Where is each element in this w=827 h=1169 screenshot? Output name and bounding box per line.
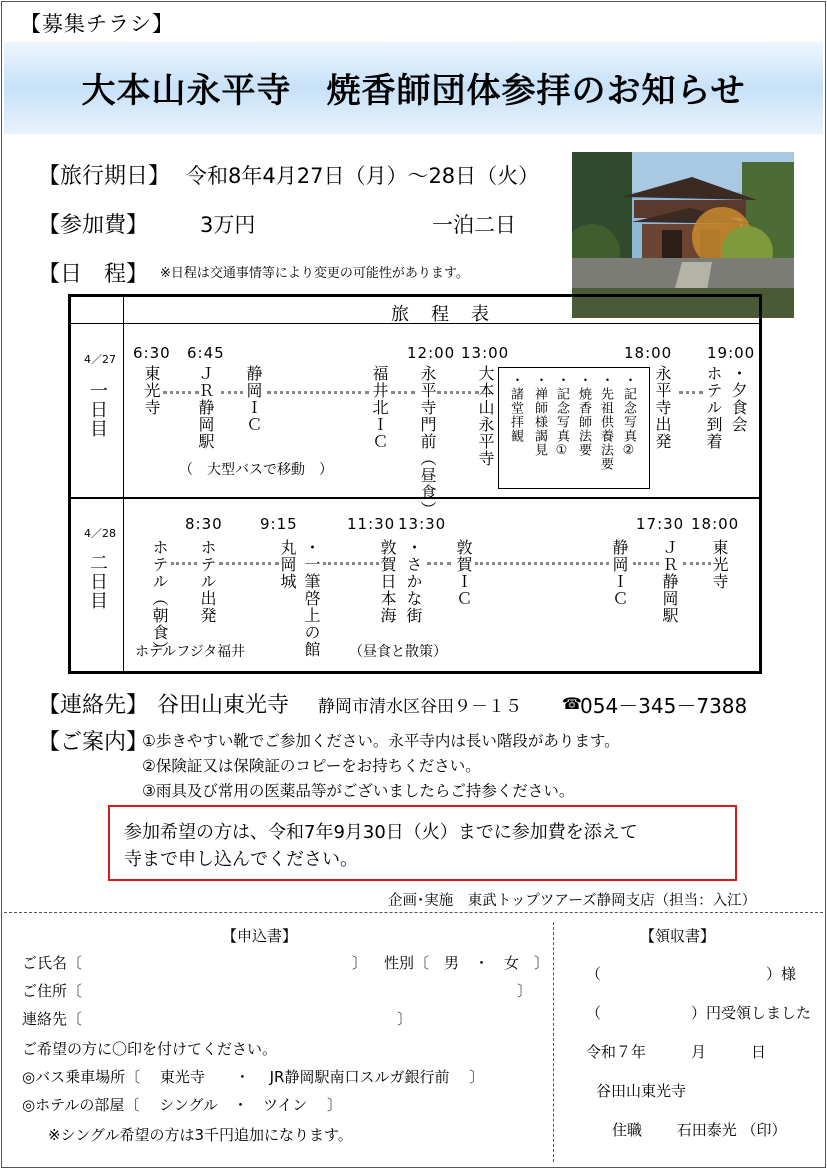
route-line <box>679 391 703 394</box>
receipt-date: 令和７年 月 日 <box>586 1043 767 1061</box>
day2-label: 二日目 <box>87 553 108 610</box>
lunch-note: （昼食と散策） <box>349 644 447 660</box>
cut-line-vertical <box>553 922 554 1162</box>
activity-item: ・記念写真② <box>621 373 636 459</box>
hotel-note: ホテルフジタ福井 <box>135 644 246 660</box>
deadline-notice-line: 参加希望の方は、令和7年9月30日（火）までに参加費を添えて <box>124 822 638 843</box>
phone-icon: ☎ <box>562 694 582 713</box>
route-line <box>633 562 659 565</box>
route-line <box>267 391 369 394</box>
contact-address: 静岡市清水区谷田９－１５ <box>318 697 522 717</box>
day1-stop: 永平寺出発 <box>653 365 672 450</box>
receipt-temple: 谷田山東光寺 <box>596 1082 687 1100</box>
organizer: 企画･実施 東武トップツアーズ静岡支店（担当：入江） <box>388 893 757 909</box>
activity-item: ・禅師様謁見 <box>532 373 547 457</box>
contact-label: 【連絡先】 <box>38 693 149 718</box>
application-title: 【申込書】 <box>222 927 298 945</box>
guide-item: ②保険証又は保険証のコピーをお持ちください。 <box>142 757 481 775</box>
day2-stop: ・さかな街 <box>404 539 423 624</box>
cut-line <box>4 912 823 913</box>
day2-stop: 東光寺 <box>710 539 729 590</box>
day2-stop: 丸岡城 <box>278 539 297 590</box>
day2-stop: ホテル出発 <box>198 539 217 624</box>
flyer-tag: 【募集チラシ】 <box>20 12 174 36</box>
day2-stop: 敦賀日本海 <box>378 539 397 624</box>
route-line <box>323 562 379 565</box>
day1-stop: 大本山永平寺 <box>476 365 495 467</box>
day2-time: 18:00 <box>691 515 740 533</box>
day1-time: 12:00 <box>407 344 456 362</box>
receipt-title: 【領収書】 <box>640 927 716 945</box>
day1-time: 6:30 <box>133 344 171 362</box>
route-line <box>391 391 415 394</box>
day2-time: 9:15 <box>260 515 298 533</box>
day1-stop: 東光寺 <box>142 365 161 416</box>
single-room-note: ※シングル希望の方は3千円追加になります。 <box>48 1126 353 1144</box>
schedule-note: ※日程は交通事情等により変更の可能性があります。 <box>160 266 469 281</box>
stay-value: 一泊二日 <box>432 213 516 237</box>
period-label: 【旅行期日】 <box>38 164 171 189</box>
day2-stop: ＪＲ静岡駅 <box>660 539 679 624</box>
gender-field[interactable]: 性別〔 男 ・ 女 〕 <box>384 954 550 972</box>
day2-time: 13:30 <box>398 515 447 533</box>
day1-time: 13:00 <box>461 344 510 362</box>
fee-value: 3万円 <box>200 213 256 237</box>
activity-item: ・諸堂拝観 <box>508 373 523 443</box>
guide-item: ③雨具及び常用の医薬品等がございましたらご持参ください。 <box>142 782 575 800</box>
day1-stop: ・夕食会 <box>729 365 748 433</box>
deadline-notice-line: 寺まで申し込んでください。 <box>124 849 358 870</box>
route-line <box>171 562 197 565</box>
date-column-divider <box>123 297 124 671</box>
name-field[interactable]: ご氏名〔 〕 <box>22 954 368 972</box>
day1-date: 4／27 <box>84 353 116 366</box>
route-line <box>437 391 479 394</box>
itinerary-title: 旅 程 表 <box>391 304 491 325</box>
day1-time: 18:00 <box>624 344 673 362</box>
day2-time: 8:30 <box>185 515 223 533</box>
day-divider <box>71 497 759 499</box>
day2-time: 17:30 <box>636 515 685 533</box>
route-line <box>163 391 199 394</box>
day1-stop: ＪＲ静岡駅 <box>196 365 215 450</box>
day1-stop: 静岡ＩＣ <box>244 365 263 433</box>
room-field[interactable]: ◎ホテルの部屋〔 シングル ・ ツイン 〕 <box>22 1096 343 1114</box>
day2-date: 4／28 <box>84 527 116 540</box>
guide-item: ①歩きやすい靴でご参加ください。永平寺内は長い階段があります。 <box>142 732 620 750</box>
day2-stop: 敦賀ＩＣ <box>454 539 473 607</box>
page-title: 大本山永平寺 焼香師団体参拝のお知らせ <box>81 71 746 111</box>
day1-time: 19:00 <box>707 344 756 362</box>
receipt-amount: （ ）円受領しました <box>586 1004 812 1022</box>
day2-stop: ホテル（朝食） <box>150 539 169 658</box>
activity-item: ・焼香師法要 <box>576 373 591 457</box>
route-line <box>221 391 243 394</box>
itinerary-table <box>68 294 762 674</box>
day1-label: 一日目 <box>87 381 108 438</box>
period-value: 令和8年4月27日（月）～28日（火） <box>186 164 540 188</box>
day2-stop: 静岡ＩＣ <box>610 539 629 607</box>
activity-item: ・記念写真① <box>554 373 569 459</box>
day1-time: 6:45 <box>187 344 225 362</box>
fee-label: 【参加費】 <box>38 213 149 238</box>
instruction-text: ご希望の方に〇印を付けてください。 <box>22 1040 278 1058</box>
activity-item: ・先祖供養法要 <box>598 373 613 471</box>
guide-label: 【ご案内】 <box>38 730 149 755</box>
bus-stop-field[interactable]: ◎バス乗車場所〔 東光寺 ・ JR静岡駅南口スルガ銀行前 〕 <box>22 1068 485 1086</box>
day2-stop: ・一筆啓上の館 <box>302 539 321 658</box>
route-line <box>683 562 711 565</box>
address-field[interactable]: ご住所〔 〕 <box>22 982 533 1000</box>
route-line <box>475 562 609 565</box>
day1-stop: 福井北ＩＣ <box>370 365 389 450</box>
contact-field[interactable]: 連絡先〔 〕 <box>22 1010 413 1028</box>
route-line <box>427 562 451 565</box>
bus-note: （ 大型バスで移動 ） <box>179 462 333 478</box>
schedule-label: 【日 程】 <box>38 262 149 287</box>
day2-time: 11:30 <box>347 515 396 533</box>
day1-stop: 永平寺門前（昼食） <box>418 365 437 518</box>
route-line <box>219 562 279 565</box>
contact-phone: 054－345－7388 <box>580 694 748 718</box>
contact-name: 谷田山東光寺 <box>157 693 290 718</box>
day1-stop: ホテル到着 <box>704 365 723 450</box>
receipt-name: （ ）様 <box>586 965 797 983</box>
receipt-signature: 住職 石田泰光 （印） <box>612 1121 787 1139</box>
